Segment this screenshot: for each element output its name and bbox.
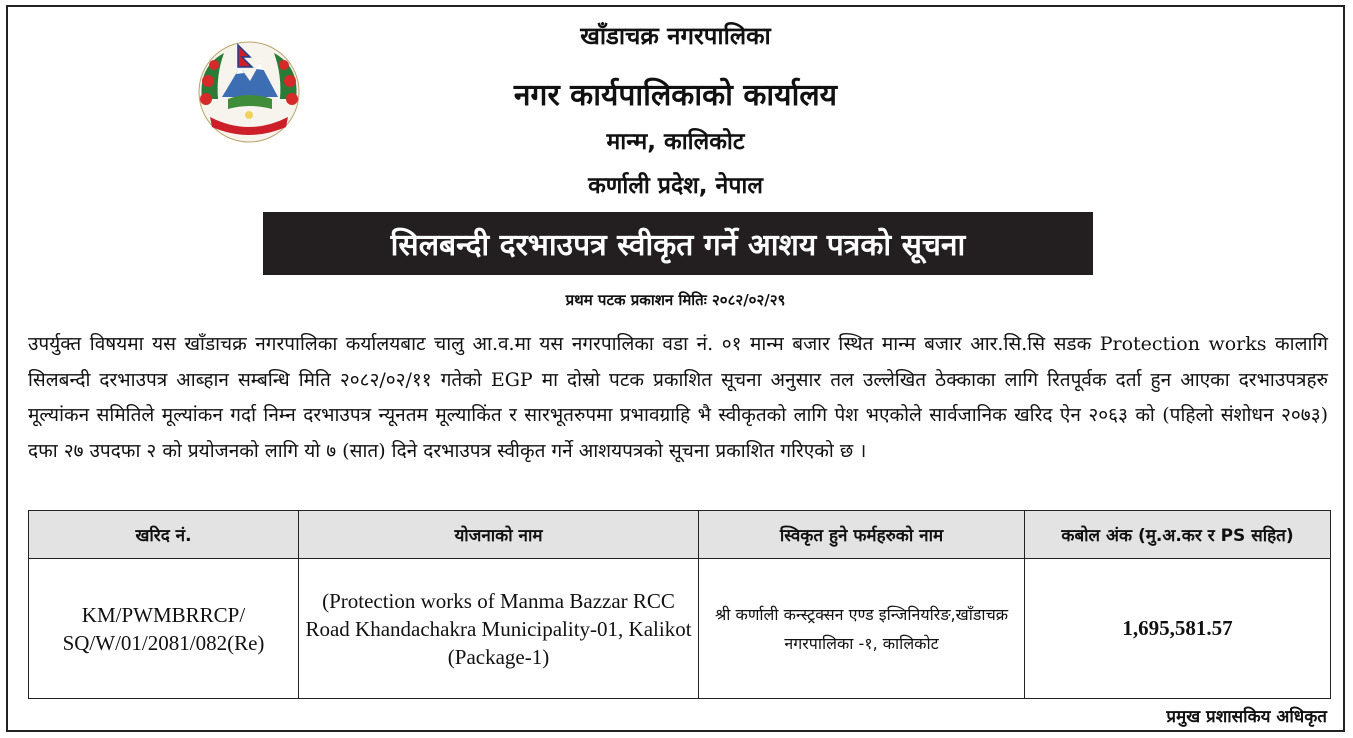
- bid-amount: 1,695,581.57: [1025, 559, 1331, 699]
- table-row: [29, 559, 1331, 699]
- header-firm-name: स्विकृत हुने फर्महरुको नाम: [699, 511, 1025, 559]
- header-project-name: योजनाको नाम: [299, 511, 699, 559]
- notice-title: सिलबन्दी दरभाउपत्र स्वीकृत गर्ने आशय पत्रको सूचना: [263, 212, 1093, 275]
- publish-date: प्रथम पटक प्रकाशन मितिः २०८२/०२/२९: [565, 291, 786, 309]
- signatory-title: प्रमुख प्रशासकिय अधिकृत: [1166, 707, 1327, 727]
- municipality-name: खाँडाचक्र नगरपालिका: [580, 22, 771, 50]
- header-bid-amount: कबोल अंक (मु.अ.कर र PS सहित): [1025, 511, 1331, 559]
- procurement-code: KM/PWMBRRCP/ SQ/W/01/2081/082(Re): [29, 559, 299, 699]
- province-name: कर्णाली प्रदेश, नेपाल: [588, 173, 763, 199]
- firm-name: श्री कर्णाली कन्स्ट्रक्सन एण्ड इन्जिनियरिङ,खाँडाचक्र नगरपालिका -१, कालिकोट: [699, 559, 1025, 699]
- notice-body: उपर्युक्त विषयमा यस खाँडाचक्र नगरपालिका कर्यालयबाट चालु आ.व.मा यस नगरपालिका वडा नं. ०१ मान्म बजार स्थित मान्म बजार आर.सि.सि सडक Protection works कालागि सिलबन्दी दरभाउपत्र आब्हान सम्बन्धि मिति २०८२/०२/११ गतेको EGP मा दोस्रो पटक प्रकाशित सूचना अनुसार तल उल्लेखित ठेक्काका लागि रितपूर्वक दर्ता हुन आएका दरभाउपत्रहरु मूल्यांकन समितिले मूल्यांकन गर्दा निम्न दरभाउपत्र न्यूनतम मूल्याकिंत र सारभूतरुपमा प्रभावग्राहि भै स्वीकृतको लागि पेश भएकोले सार्वजानिक खरिद ऐन २०६३ को (पहिलो संशोधन २०७३) दफा २७ उपदफा २ को प्रयोजनको लागि यो ७ (सात) दिने दरभाउपत्र स्वीकृत गर्ने आशयपत्रको सूचना प्रकाशित गरिएको छ ।: [28, 333, 1328, 462]
- office-location: मान्म, कालिकोट: [606, 129, 745, 155]
- project-name: (Protection works of Manma Bazzar RCC Road Khandachakra Municipality-01, Kalikot (Package-1): [299, 559, 699, 699]
- office-name: नगर कार्यपालिकाको कार्यालय: [513, 78, 838, 113]
- award-table: [28, 510, 1331, 699]
- table-header-row: [29, 511, 1331, 559]
- header-procurement-no: खरिद नं.: [29, 511, 299, 559]
- notice-page: [6, 5, 1345, 732]
